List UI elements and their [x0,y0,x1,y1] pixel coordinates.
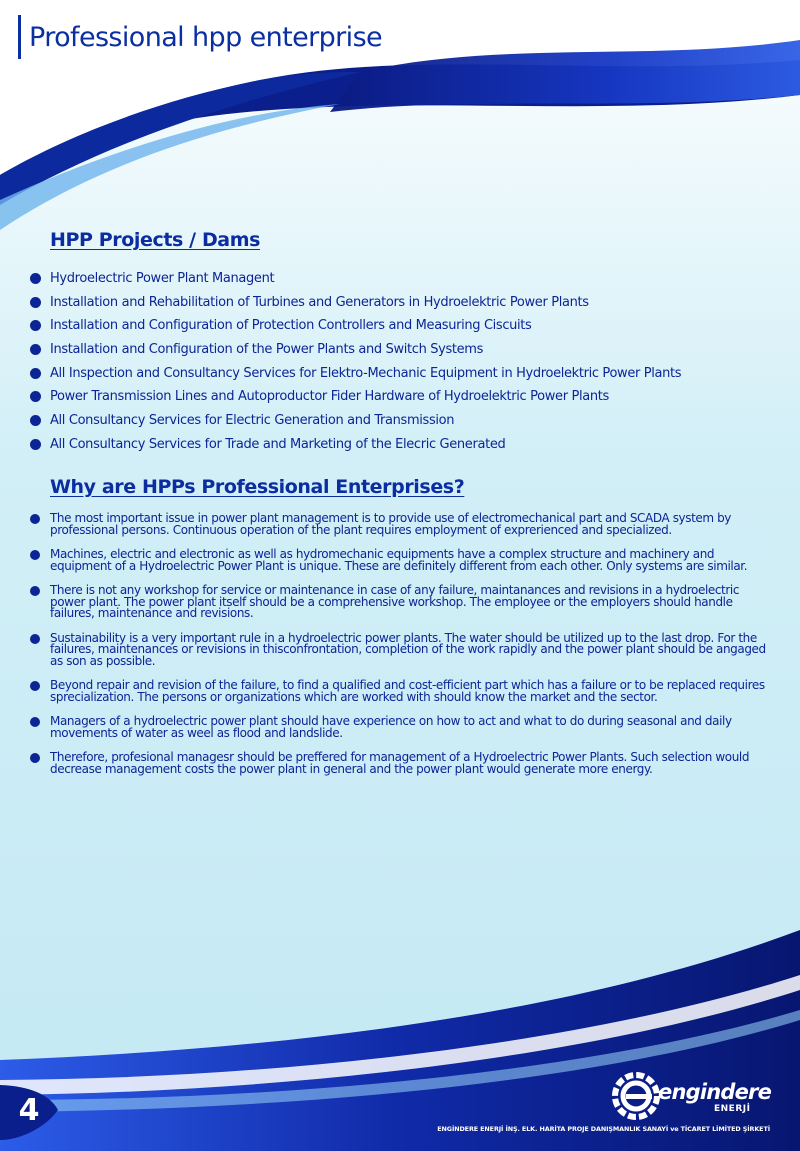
bullet-icon [30,439,41,450]
bullet-icon [30,586,40,596]
list-item-text: All Consultancy Services for Electric Generation and Transmission [50,413,455,429]
list-item [30,342,775,366]
bullet-icon [30,273,41,284]
page-header [18,14,382,60]
list-item-text: Machines, electric and electronic as well as hydromechanic equipments have a complex structure and machinery and equipment of a Hydroelectric Power Plant is unique. These are definitely different from each other. Only systems are similar. [50,547,748,573]
bullet-icon [30,681,40,691]
list-item [30,318,775,342]
company-logo [612,1066,782,1126]
list-item-text: Sustainability is a very important rule in a hydroelectric power plants. The water should be utilized up to the last drop. For the failures, maintenances or revisions in thisconfrontation, completion of the work rapidly and the power plant should be angaged as son as possible. [50,630,766,668]
list-item-text: Installation and Configuration of Protection Controllers and Measuring Ciscuits [50,318,532,334]
bullet-icon [30,297,41,308]
list-item [30,549,775,572]
list-item-text: Managers of a hydroelectric power plant should have experience on how to act and what to do during seasonal and daily movements of water as weel as flood and landslide. [50,714,732,740]
list-item-text: All Consultancy Services for Trade and Marketing of the Elecric Generated [50,436,506,452]
bullet-icon [30,514,40,524]
bullet-icon [30,717,40,727]
projects-heading: HPP Projects / Dams [50,229,261,251]
bullet-icon [30,753,40,763]
list-item [30,513,775,536]
list-item [30,585,775,620]
bullet-icon [30,368,41,379]
projects-list [30,271,775,461]
list-item-text: Installation and Configuration of the Power Plants and Switch Systems [50,342,484,358]
bullet-icon [30,415,41,426]
bullet-icon [30,344,41,355]
list-item-text: Therefore, profesional managesr should be preffered for management of a Hydroelectric Power Plants. Such selection would decrease management costs the power plant in general and the power plant would generate more energy. [50,750,750,776]
list-item [30,271,775,295]
list-item-text: Installation and Rehabilitation of Turbines and Generators in Hydroelektric Power Plants [50,294,589,310]
title-bar [18,15,21,59]
list-item-text: All Inspection and Consultancy Services for Elektro-Mechanic Equipment in Hydroelektric Power Plants [50,365,682,381]
bullet-icon [30,634,40,644]
gear-e-icon [612,1066,660,1126]
list-item [30,630,775,668]
list-item [30,680,775,703]
list-item [30,437,775,461]
list-item [30,716,775,739]
list-item [30,295,775,319]
list-item [30,752,775,775]
list-item [30,413,775,437]
list-item-text: Beyond repair and revision of the failure, to find a qualified and cost-efficient part which has a failure or to be replaced requires sprecialization. The persons or organizations which are worked with should know the market and the sector. [50,678,765,704]
reasons-heading: Why are HPPs Professional Enterprises? [50,476,465,498]
logo-subtext: ENERJİ [714,1104,751,1114]
company-name: ENGİNDERE ENERJİ İNŞ. ELK. HARİTA PROJE DANIŞMANLIK SANAYİ ve TİCARET LİMİTED ŞİRKETİ [437,1125,770,1133]
list-item-text: Power Transmission Lines and Autoproductor Fider Hardware of Hydroelektric Power Plants [50,389,609,405]
bullet-icon [30,391,41,402]
list-item-text: The most important issue in power plant management is to provide use of electromechanical part and SCADA system by professional persons. Continuous operation of the plant requires employment of exprerienced and specialized. [50,511,732,537]
list-item [30,366,775,390]
page-number-text: 4 [18,1092,40,1128]
logo-wordmark: engindere [658,1080,772,1104]
list-item-text: There is not any workshop for service or maintenance in case of any failure, maintanances and revisions in a hydroelectric power plant. The power plant itself should be a comprehensive workshop. The employee or the employers should handle failures, maintenance and revisions. [50,583,740,620]
page-title: Professional hpp enterprise [29,21,383,53]
bullet-icon [30,320,41,331]
bullet-icon [30,550,40,560]
page-number [0,1082,58,1138]
reasons-list [30,513,775,788]
list-item-text: Hydroelectric Power Plant Managent [50,271,275,286]
list-item [30,389,775,413]
